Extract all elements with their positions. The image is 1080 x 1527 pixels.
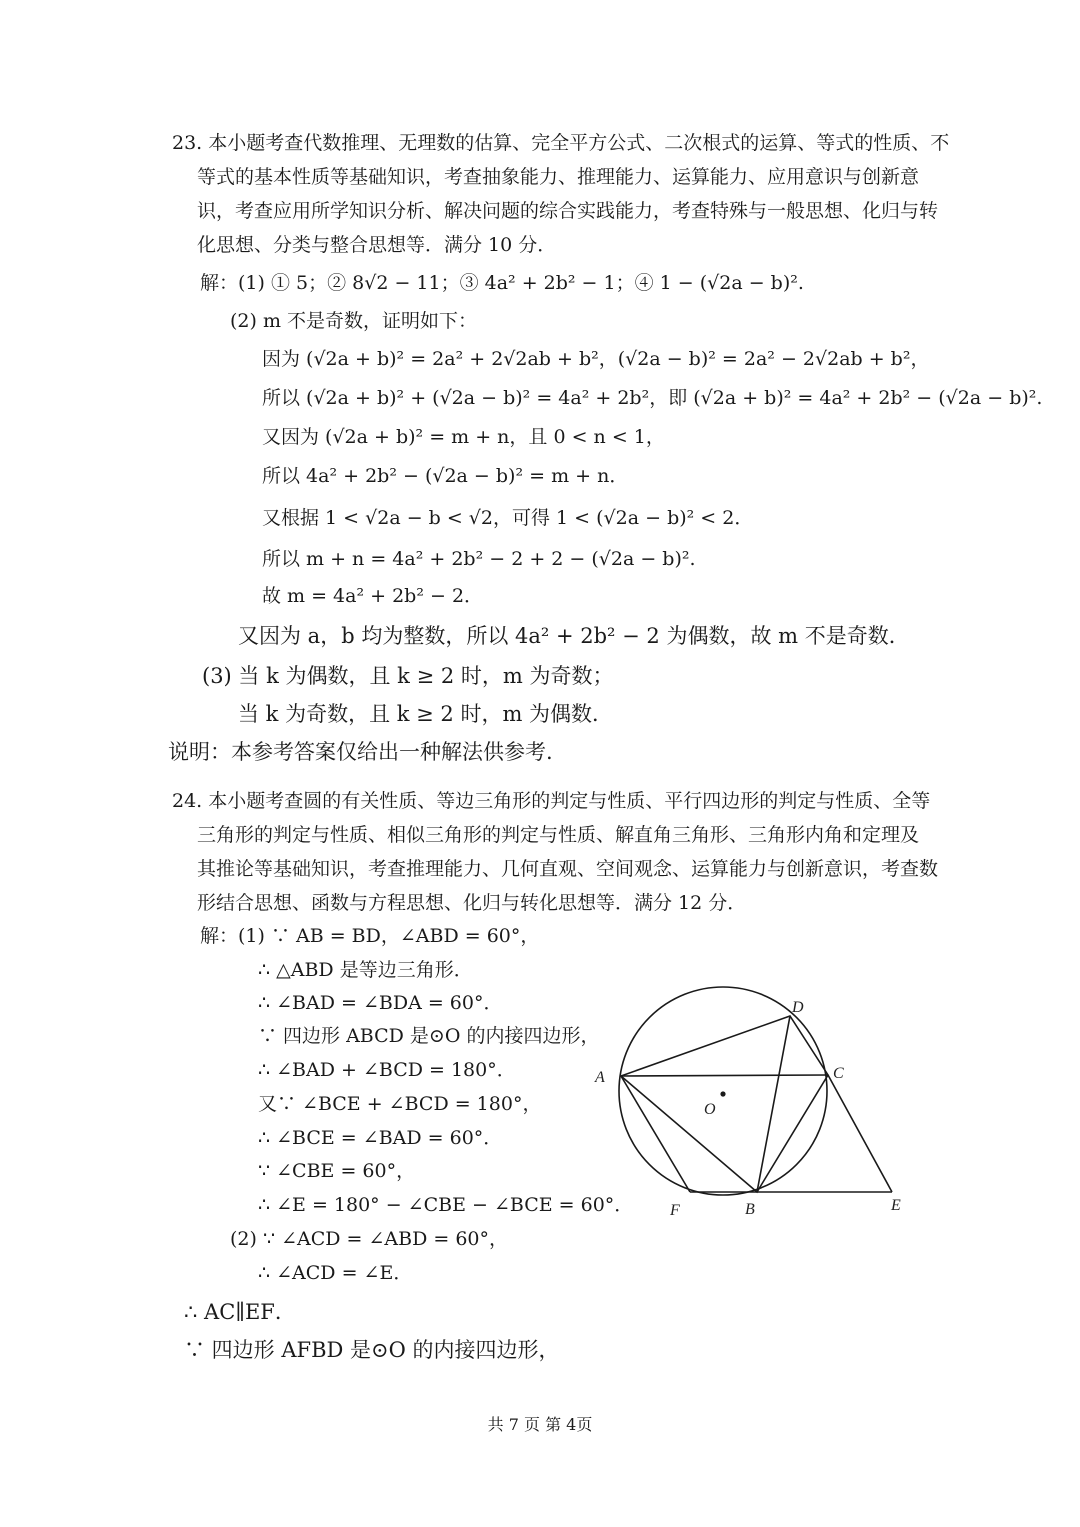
q24-part1-line-6: 又∵ ∠BCE + ∠BCD = 180°， [258,1093,542,1115]
q24-intro-4: 形结合思想、函数与方程思想、化归与转化思想等．满分 12 分． [197,892,747,914]
q23-part3-line-2: 当 k 为奇数，且 k ≥ 2 时，m 为偶数． [238,702,614,726]
q23-part1: 解：(1) ① 5；② 8√2 − 11；③ 4a² + 2b² − 1；④ 1 − (√2a − b)². [200,272,804,294]
q23-part2-line-1: 因为 (√2a + b)² = 2a² + 2√2ab + b²，(√2a − b)² = 2a² − 2√2ab + b²， [262,348,930,370]
q24-part1-line-4: ∵ 四边形 ABCD 是⊙O 的内接四边形， [258,1025,600,1047]
label-f: F [670,1202,680,1219]
q23-note: 说明：本参考答案仅给出一种解法供参考. [168,740,553,764]
q24-tail-line-2: ∵ 四边形 AFBD 是⊙O 的内接四边形， [184,1338,560,1362]
q23-part2-line-3: 又因为 (√2a + b)² = m + n，且 0 < n < 1， [262,426,665,448]
quad-abcd [621,1016,828,1192]
segment-af [621,1076,690,1192]
label-d: D [792,999,804,1016]
label-e: E [891,1197,901,1214]
q23-intro-2: 等式的基本性质等基础知识，考查抽象能力、推理能力、运算能力、应用意识与创新意 [197,166,920,188]
q24-part1-line-7: ∴ ∠BCE = ∠BAD = 60°． [258,1127,503,1149]
q23-part2-line-5: 又根据 1 < √2a − b < √2，可得 1 < (√2a − b)² < 2． [262,507,754,529]
q23-part2-tail: 又因为 a，b 均为整数，所以 4a² + 2b² − 2 为偶数，故 m 不是奇数． [238,624,910,648]
label-c: C [833,1065,844,1082]
q24-part1-line-1: 解：(1) ∵ AB = BD，∠ABD = 60°， [200,925,540,947]
center-dot [720,1091,725,1096]
q23-intro-3: 识，考查应用所学知识分析、解决问题的综合实践能力，考查特殊与一般思想、化归与转 [197,200,939,222]
segment-ac [621,1075,828,1076]
q24-part2-line-1: (2) ∵ ∠ACD = ∠ABD = 60°， [230,1228,509,1250]
geometry-figure [580,985,920,1225]
page-footer: 共 7 页 第 4页 [487,1415,593,1434]
q23-intro-1: 23. 本小题考查代数推理、无理数的估算、完全平方公式、二次根式的运算、等式的性质、不 [172,132,950,154]
q24-part1-line-3: ∴ ∠BAD = ∠BDA = 60°． [258,992,503,1014]
label-b: B [745,1201,755,1218]
q24-intro-3: 其推论等基础知识，考查推理能力、几何直观、空间观念、运算能力与创新意识，考查数 [197,858,939,880]
q24-intro-1: 24. 本小题考查圆的有关性质、等边三角形的判定与性质、平行四边形的判定与性质、全等 [172,790,931,812]
label-o: O [704,1101,716,1118]
q23-part2-head: (2) m 不是奇数，证明如下： [230,310,478,332]
segment-ce [828,1075,892,1192]
q24-part1-line-2: ∴ △ABD 是等边三角形． [258,959,473,981]
q24-part2-line-2: ∴ ∠ACD = ∠E． [258,1262,413,1284]
q23-intro-4: 化思想、分类与整合思想等．满分 10 分． [197,234,557,256]
q23-part2-line-7: 故 m = 4a² + 2b² − 2． [262,585,484,607]
q23-part2-line-6: 所以 m + n = 4a² + 2b² − 2 + 2 − (√2a − b)². [262,548,696,570]
q23-part2-line-4: 所以 4a² + 2b² − (√2a − b)² = m + n． [262,465,629,487]
q24-part1-line-9: ∴ ∠E = 180° − ∠CBE − ∠BCE = 60°． [258,1194,634,1216]
q23-part2-line-2: 所以 (√2a + b)² + (√2a − b)² = 4a² + 2b²，即 (√2a + b)² = 4a² + 2b² − (√2a − b)². [262,387,1043,409]
q24-part1-line-5: ∴ ∠BAD + ∠BCD = 180°． [258,1059,516,1081]
q24-tail-line-1: ∴ AC∥EF． [184,1300,296,1324]
label-a: A [595,1069,605,1086]
q23-part3-line-1: (3) 当 k 为偶数，且 k ≥ 2 时，m 为奇数； [202,664,614,688]
q24-part1-line-8: ∵ ∠CBE = 60°， [258,1160,416,1182]
q24-intro-2: 三角形的判定与性质、相似三角形的判定与性质、解直角三角形、三角形内角和定理及 [197,824,920,846]
